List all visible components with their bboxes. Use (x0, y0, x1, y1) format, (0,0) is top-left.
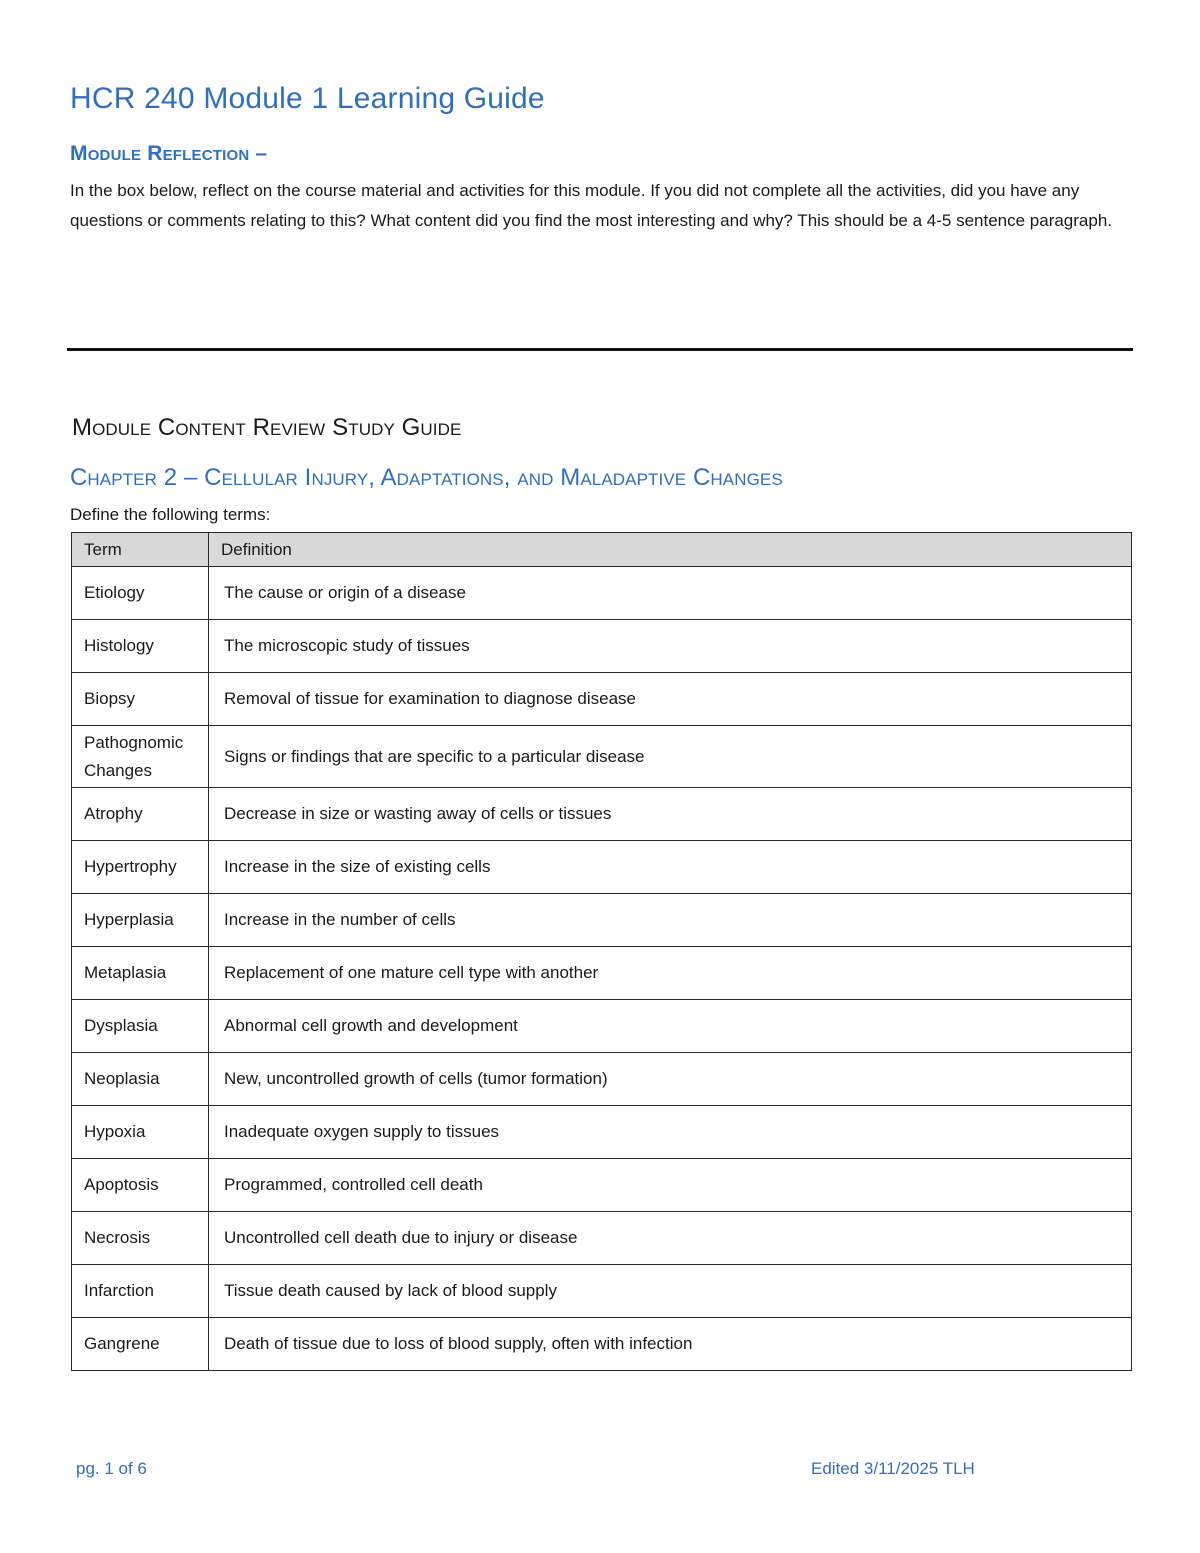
definition-column-header: Definition (209, 533, 1132, 567)
reflection-instructions: In the box below, reflect on the course material and activities for this module. If you did not complete all the activities, did you have any questions or comments relating to this? What content did you find the most interesting and why? This should be a 4-5 sentence paragraph. (70, 181, 1113, 230)
table-row (72, 1053, 1132, 1106)
page-number: pg. 1 of 6 (76, 1459, 147, 1478)
definition-cell: Signs or findings that are specific to a particular disease (209, 726, 1132, 788)
table-row (72, 1318, 1132, 1371)
term-cell: Metaplasia (72, 947, 209, 1000)
define-terms-prompt: Define the following terms: (70, 505, 271, 524)
term-cell: Biopsy (72, 673, 209, 726)
definition-cell: Tissue death caused by lack of blood supply (209, 1265, 1132, 1318)
table-row (72, 841, 1132, 894)
terms-table (71, 532, 1132, 1371)
term-cell: Infarction (72, 1265, 209, 1318)
definition-cell: New, uncontrolled growth of cells (tumor formation) (209, 1053, 1132, 1106)
term-cell: Dysplasia (72, 1000, 209, 1053)
reflection-divider (67, 348, 1133, 351)
term-cell: Gangrene (72, 1318, 209, 1371)
content-review-heading: Module Content Review Study Guide (72, 414, 462, 441)
term-cell: Apoptosis (72, 1159, 209, 1212)
definition-cell: Increase in the number of cells (209, 894, 1132, 947)
definition-cell: Abnormal cell growth and development (209, 1000, 1132, 1053)
definition-cell: Uncontrolled cell death due to injury or disease (209, 1212, 1132, 1265)
term-cell: Pathognomic Changes (72, 726, 209, 788)
definition-cell: Replacement of one mature cell type with another (209, 947, 1132, 1000)
table-header-row (72, 533, 1132, 567)
table-row (72, 1106, 1132, 1159)
term-cell: Atrophy (72, 788, 209, 841)
table-row (72, 947, 1132, 1000)
term-cell: Histology (72, 620, 209, 673)
term-cell: Hypoxia (72, 1106, 209, 1159)
edited-note: Edited 3/11/2025 TLH (811, 1459, 975, 1478)
table-row (72, 1265, 1132, 1318)
term-cell: Neoplasia (72, 1053, 209, 1106)
table-row (72, 1000, 1132, 1053)
definition-cell: Death of tissue due to loss of blood supply, often with infection (209, 1318, 1132, 1371)
term-cell: Hypertrophy (72, 841, 209, 894)
term-cell: Necrosis (72, 1212, 209, 1265)
definition-cell: Increase in the size of existing cells (209, 841, 1132, 894)
term-column-header: Term (72, 533, 209, 567)
definition-cell: The cause or origin of a disease (209, 567, 1132, 620)
definition-cell: Removal of tissue for examination to diagnose disease (209, 673, 1132, 726)
definition-cell: The microscopic study of tissues (209, 620, 1132, 673)
table-row (72, 567, 1132, 620)
term-cell: Hyperplasia (72, 894, 209, 947)
document-title: HCR 240 Module 1 Learning Guide (70, 82, 545, 115)
table-row (72, 1159, 1132, 1212)
table-row (72, 620, 1132, 673)
chapter-heading: Chapter 2 – Cellular Injury, Adaptations, and Maladaptive Changes (70, 464, 783, 491)
definition-cell: Inadequate oxygen supply to tissues (209, 1106, 1132, 1159)
table-row (72, 894, 1132, 947)
module-reflection-heading: Module Reflection – (70, 142, 268, 165)
table-row (72, 673, 1132, 726)
table-row (72, 1212, 1132, 1265)
table-row (72, 788, 1132, 841)
definition-cell: Decrease in size or wasting away of cells or tissues (209, 788, 1132, 841)
table-row (72, 726, 1132, 788)
term-cell: Etiology (72, 567, 209, 620)
definition-cell: Programmed, controlled cell death (209, 1159, 1132, 1212)
